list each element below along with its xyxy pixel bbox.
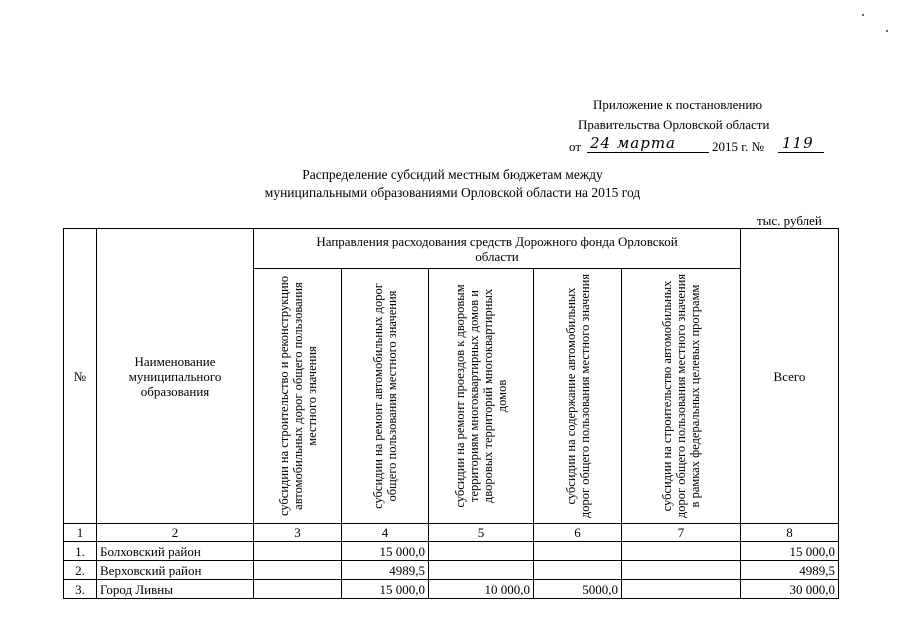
row-cell-7 bbox=[622, 542, 741, 561]
subcol-4-text: субсидии на ремонт автомобильных дорог общего пользования местного значения bbox=[371, 283, 399, 509]
row-municipality: Болховский район bbox=[97, 542, 254, 561]
scan-speck bbox=[862, 14, 864, 16]
header-subcol-6 bbox=[534, 269, 622, 524]
column-number: 8 bbox=[741, 524, 839, 542]
row-total: 15 000,0 bbox=[741, 542, 839, 561]
subcol-7-text: субсидии на строительство автомобильных дорог общего пользования местного значения в рамках федеральных целевых программ bbox=[660, 273, 702, 519]
header-number: № bbox=[64, 229, 97, 524]
row-cell-7 bbox=[622, 561, 741, 580]
handwritten-date: 24 марта bbox=[590, 134, 677, 152]
column-number: 2 bbox=[97, 524, 254, 542]
document-title-line-2: муниципальными образованиями Орловской области на 2015 год bbox=[264, 185, 641, 200]
row-cell-6 bbox=[534, 561, 622, 580]
document-title-line-1: Распределение субсидий местным бюджетам между bbox=[302, 167, 603, 182]
appendix-line-2: Правительства Орловской области bbox=[578, 117, 770, 132]
row-cell-4: 4989,5 bbox=[342, 561, 429, 580]
header-subcol-5 bbox=[429, 269, 534, 524]
header-municipality: Наименование муниципального образования bbox=[97, 229, 254, 524]
row-cell-4: 15 000,0 bbox=[342, 580, 429, 599]
column-number: 7 bbox=[622, 524, 741, 542]
date-underline bbox=[587, 152, 709, 153]
row-cell-7 bbox=[622, 580, 741, 599]
column-number: 5 bbox=[429, 524, 534, 542]
column-number: 6 bbox=[534, 524, 622, 542]
row-total: 4989,5 bbox=[741, 561, 839, 580]
header-subcol-7 bbox=[622, 269, 741, 524]
column-number: 3 bbox=[254, 524, 342, 542]
row-cell-4: 15 000,0 bbox=[342, 542, 429, 561]
subcol-6-text: субсидии на содержание автомобильных дорог общего пользования местного значения bbox=[563, 273, 592, 519]
row-cell-5 bbox=[429, 561, 534, 580]
header-subcol-3 bbox=[254, 269, 342, 524]
row-number: 2. bbox=[64, 561, 97, 580]
table-row bbox=[64, 542, 839, 561]
header-fund-directions: Направления расходования средств Дорожного фонда Орловской области bbox=[254, 229, 741, 269]
scan-speck bbox=[886, 30, 888, 32]
row-total: 30 000,0 bbox=[741, 580, 839, 599]
appendix-line-1: Приложение к постановлению bbox=[593, 97, 763, 112]
table-row bbox=[64, 580, 839, 599]
row-cell-5 bbox=[429, 542, 534, 561]
number-underline bbox=[778, 152, 824, 153]
subsidy-table bbox=[63, 228, 839, 599]
row-number: 1. bbox=[64, 542, 97, 561]
column-number: 4 bbox=[342, 524, 429, 542]
column-number: 1 bbox=[64, 524, 97, 542]
header-subcol-4 bbox=[342, 269, 429, 524]
units-label: тыс. рублей bbox=[757, 213, 822, 228]
row-municipality: Город Ливны bbox=[97, 580, 254, 599]
handwritten-number: 119 bbox=[782, 134, 814, 152]
table-row bbox=[64, 561, 839, 580]
row-cell-3 bbox=[254, 561, 342, 580]
subcol-5-text: субсидии на ремонт проездов к дворовым территориям многоквартирных домов и дворовых территорий многоквартирных домов bbox=[453, 284, 509, 508]
column-numbering-row bbox=[64, 524, 839, 542]
row-municipality: Верховский район bbox=[97, 561, 254, 580]
row-cell-3 bbox=[254, 580, 342, 599]
row-cell-6 bbox=[534, 542, 622, 561]
appendix-from-label: от bbox=[569, 139, 582, 154]
row-number: 3. bbox=[64, 580, 97, 599]
row-cell-3 bbox=[254, 542, 342, 561]
appendix-year-label: 2015 г. № bbox=[712, 139, 765, 154]
subcol-3-text: субсидии на строительство и реконструкцию автомобильных дорог общего пользования местного значения bbox=[276, 275, 319, 517]
row-cell-5: 10 000,0 bbox=[429, 580, 534, 599]
header-total: Всего bbox=[741, 229, 839, 524]
row-cell-6: 5000,0 bbox=[534, 580, 622, 599]
